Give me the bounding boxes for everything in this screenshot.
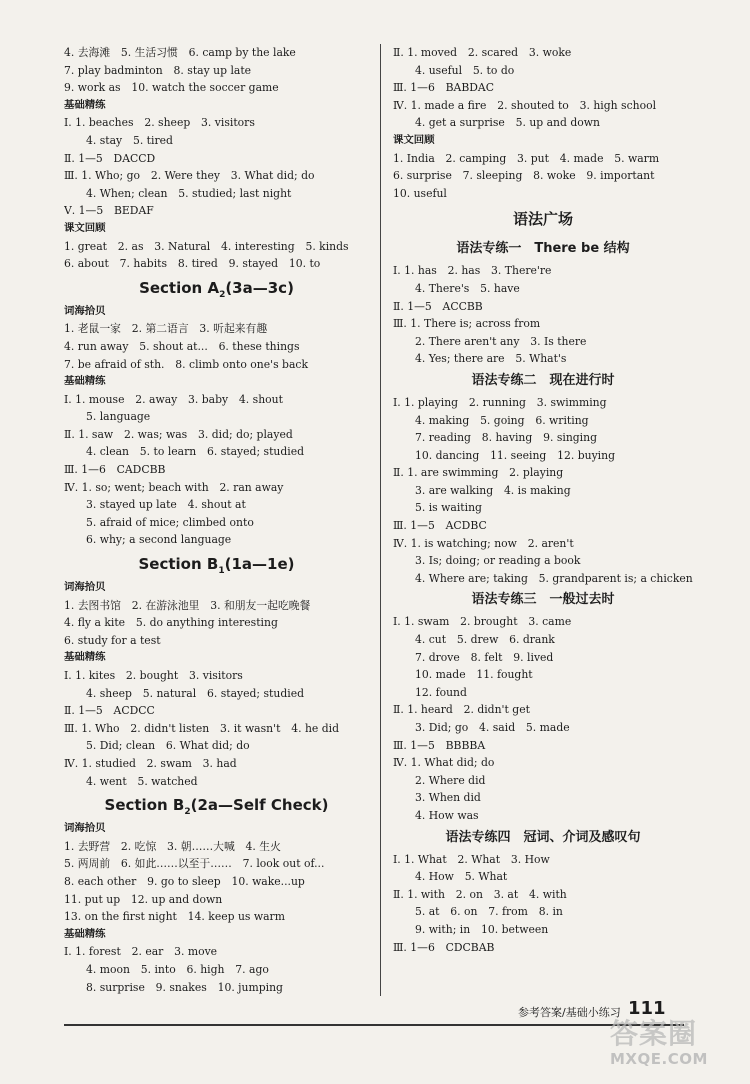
answer-line: 1. great 2. as 3. Natural 4. interesting 5. kinds [64, 239, 349, 253]
answer-line: Ⅰ. 1. swam 2. brought 3. came [393, 615, 572, 629]
answer-line: 7. drove 8. felt 9. lived [415, 650, 554, 664]
answer-line: 4. cut 5. drew 6. drank [415, 633, 555, 647]
answer-line: 6. surprise 7. sleeping 8. woke 9. important [393, 169, 655, 183]
subheading-cihai: 词海拾贝 [64, 822, 106, 835]
right-block1 [393, 44, 693, 132]
left-block6 [64, 597, 369, 650]
answer-line: Ⅳ. 1. so; went; beach with 2. ran away [64, 480, 284, 494]
subheading-cihai: 词海拾贝 [64, 581, 106, 594]
answer-line: Ⅲ. 1—5 ACDBC [393, 519, 487, 533]
answer-line: 4. How was [415, 808, 479, 822]
section-b1-sub: 1 [218, 566, 225, 577]
answer-line: 5. Did; clean 6. What did; do [86, 739, 250, 753]
answer-line: 6. why; a second language [86, 533, 232, 547]
answer-line: Ⅰ. 1. kites 2. bought 3. visitors [64, 669, 243, 682]
left-block8 [64, 838, 369, 926]
answer-line: 5. is waiting [415, 501, 482, 515]
answer-line: Ⅲ. 1—6 BABDAC [393, 81, 494, 95]
answer-line: Ⅴ. 1—5 BEDAF [64, 204, 154, 218]
answer-line: 10. dancing 11. seeing 12. buying [415, 448, 615, 462]
answer-line: Ⅰ. 1. forest 2. ear 3. move [64, 945, 218, 959]
answer-line: 6. about 7. habits 8. tired 9. stayed 10. to [64, 257, 321, 271]
section-b1-range: (1a—1e) [224, 555, 295, 574]
subheading-kewen: 课文回顾 [393, 133, 435, 146]
watermark-logo: 答案圈 [610, 1017, 698, 1050]
watermark-url: MXQE.COM [610, 1050, 708, 1068]
answer-line: 2. There aren't any 3. Is there [415, 334, 587, 348]
answer-line: 4. moon 5. into 6. high 7. ago [86, 962, 269, 976]
section-b2-sub: 2 [184, 807, 191, 818]
answer-line: Ⅳ. 1. is watching; now 2. aren't [393, 536, 574, 550]
right-column [393, 44, 693, 956]
answer-line: 13. on the first night 14. keep us warm [64, 910, 285, 924]
answer-line: 4. useful 5. to do [415, 63, 515, 77]
grammar-drill-2-title: 语法专练二 现在进行时 [471, 372, 615, 388]
answer-line: 4. clean 5. to learn 6. stayed; studied [86, 445, 305, 459]
page-number: 111 [628, 998, 666, 1019]
answer-line: 4. There's 5. have [415, 281, 520, 295]
answer-line: 3. stayed up late 4. shout at [86, 498, 246, 512]
subheading-jichu: 基础精练 [64, 98, 106, 111]
answer-line: Ⅱ. 1. with 2. on 3. at 4. with [393, 887, 567, 901]
section-a2-sub: 2 [219, 289, 226, 300]
answer-line: 8. surprise 9. snakes 10. jumping [86, 980, 283, 994]
answer-line: Ⅱ. 1—5 DACCD [64, 151, 156, 165]
answer-line: 1. 去野营 2. 吃惊 3. 朝……大喊 4. 生火 [64, 839, 281, 853]
site-watermark [610, 1018, 740, 1074]
answer-line: 5. afraid of mice; climbed onto [86, 515, 254, 529]
answer-line: Ⅱ. 1. are swimming 2. playing [393, 466, 564, 480]
answer-line: Ⅳ. 1. What did; do [393, 756, 495, 770]
answer-line: Ⅰ. 1. What 2. What 3. How [393, 852, 550, 866]
left-block2 [64, 114, 369, 220]
answer-line: 5. language [86, 410, 151, 424]
subheading-kewen: 课文回顾 [64, 221, 106, 234]
answer-line: 8. each other 9. go to sleep 10. wake...up [64, 874, 305, 888]
subheading-cihai: 词海拾贝 [64, 304, 106, 317]
answer-line: 4. went 5. watched [86, 774, 198, 788]
answer-line: Ⅰ. 1. mouse 2. away 3. baby 4. shout [64, 392, 283, 406]
answer-line: 7. reading 8. having 9. singing [415, 431, 597, 445]
answer-line: Ⅲ. 1. Who 2. didn't listen 3. it wasn't 4. he did [64, 721, 340, 735]
subheading-jichu: 基础精练 [64, 651, 106, 664]
answer-line: Ⅲ. 1—5 BBBBA [393, 738, 486, 752]
answer-line: 4. When; clean 5. studied; last night [86, 186, 292, 200]
right-block2 [393, 150, 693, 203]
answer-line: 10. made 11. fought [415, 668, 533, 682]
answer-line: Ⅲ. 1. There is; across from [393, 317, 541, 331]
answer-line: Ⅱ. 1—5 ACCBB [393, 299, 483, 313]
answer-line: 4. 去海滩 5. 生活习惯 6. camp by the lake [64, 46, 296, 59]
answer-line: 4. making 5. going 6. writing [415, 413, 589, 427]
left-block5 [64, 391, 369, 549]
left-block4 [64, 320, 369, 373]
answer-line: 10. useful [393, 186, 447, 200]
section-b2-range: (2a—Self Check) [190, 796, 329, 815]
section-a2-title [64, 273, 369, 303]
grammar-drill-4-title: 语法专练四 冠词、介词及感叹句 [445, 829, 641, 845]
answer-line: 4. get a surprise 5. up and down [415, 116, 600, 130]
left-block9 [64, 943, 369, 996]
answer-line: 7. be afraid of sth. 8. climb onto one's back [64, 357, 309, 371]
section-b1-title [64, 549, 369, 579]
answer-line: 1. India 2. camping 3. put 4. made 5. warm [393, 151, 660, 165]
section-b2-name: Section B [104, 796, 185, 815]
answer-line: Ⅲ. 1—6 CDCBAB [393, 940, 495, 954]
answer-line: Ⅱ. 1. saw 2. was; was 3. did; do; played [64, 427, 293, 441]
answer-line: 4. stay 5. tired [86, 133, 173, 147]
answer-line: 9. with; in 10. between [415, 922, 549, 936]
answer-line: 2. Where did [415, 773, 486, 787]
answer-line: 4. How 5. What [415, 870, 508, 884]
answer-line: Ⅱ. 1. heard 2. didn't get [393, 703, 530, 717]
column-divider [380, 44, 381, 996]
left-block3 [64, 238, 369, 273]
answer-line: 3. When did [415, 791, 481, 805]
answer-line: 5. 两周前 6. 如此……以至于…… 7. look out of... [64, 857, 325, 871]
answer-line: 12. found [415, 685, 467, 699]
answer-line: 11. put up 12. up and down [64, 892, 223, 906]
grammar-drill-4 [393, 851, 693, 957]
answer-line: Ⅱ. 1—5 ACDCC [64, 704, 155, 718]
section-b2-title [64, 790, 369, 820]
answer-line: 1. 老鼠一家 2. 第二语言 3. 听起来有趣 [64, 322, 268, 336]
footer-rule [64, 1024, 684, 1026]
section-a2-range: (3a—3c) [225, 278, 294, 297]
grammar-drill-2 [393, 394, 693, 588]
grammar-drill-1 [393, 262, 693, 368]
answer-line: 4. Where are; taking 5. grandparent is; a chicken [415, 571, 693, 585]
answer-line: 5. at 6. on 7. from 8. in [415, 905, 563, 919]
grammar-drill-3-title: 语法专练三 一般过去时 [471, 592, 615, 608]
section-a2-name: Section A [139, 278, 220, 297]
answer-line: 1. 去图书馆 2. 在游泳池里 3. 和朋友一起吃晚餐 [64, 598, 311, 612]
answer-line: Ⅱ. 1. moved 2. scared 3. woke [393, 46, 572, 59]
footer-label: 参考答案/基础小练习 [518, 1006, 621, 1019]
answer-line: 6. study for a test [64, 633, 161, 647]
left-block7 [64, 667, 369, 790]
answer-line: 4. run away 5. shout at... 6. these things [64, 339, 300, 353]
left-block1 [64, 44, 369, 97]
answer-line: 3. Is; doing; or reading a book [415, 554, 581, 568]
answer-line: Ⅰ. 1. playing 2. running 3. swimming [393, 395, 607, 409]
answer-line: 4. sheep 5. natural 6. stayed; studied [86, 686, 304, 700]
answer-line: 9. work as 10. watch the soccer game [64, 81, 279, 95]
answer-line: Ⅰ. 1. beaches 2. sheep 3. visitors [64, 116, 255, 130]
answer-line: Ⅰ. 1. has 2. has 3. There're [393, 264, 552, 278]
answer-line: 4. Yes; there are 5. What's [415, 352, 567, 366]
answer-line: Ⅳ. 1. studied 2. swam 3. had [64, 756, 237, 770]
answer-line: Ⅲ. 1—6 CADCBB [64, 463, 166, 477]
grammar-drill-1-title: 语法专练一 There be 结构 [456, 241, 630, 257]
grammar-drill-3 [393, 613, 693, 824]
answer-line: 3. Did; go 4. said 5. made [415, 721, 570, 734]
section-b1-name: Section B [138, 555, 219, 574]
grammar-plaza-title: 语法广场 [512, 210, 573, 229]
answer-line: 7. play badminton 8. stay up late [64, 63, 252, 77]
answer-line: Ⅲ. 1. Who; go 2. Were they 3. What did; do [64, 169, 315, 183]
answer-line: 4. fly a kite 5. do anything interesting [64, 616, 278, 630]
answer-line: Ⅳ. 1. made a fire 2. shouted to 3. high school [393, 98, 657, 112]
subheading-jichu: 基础精练 [64, 375, 106, 388]
answer-line: 3. are walking 4. is making [415, 483, 571, 497]
left-column [64, 44, 369, 996]
subheading-jichu: 基础精练 [64, 927, 106, 940]
